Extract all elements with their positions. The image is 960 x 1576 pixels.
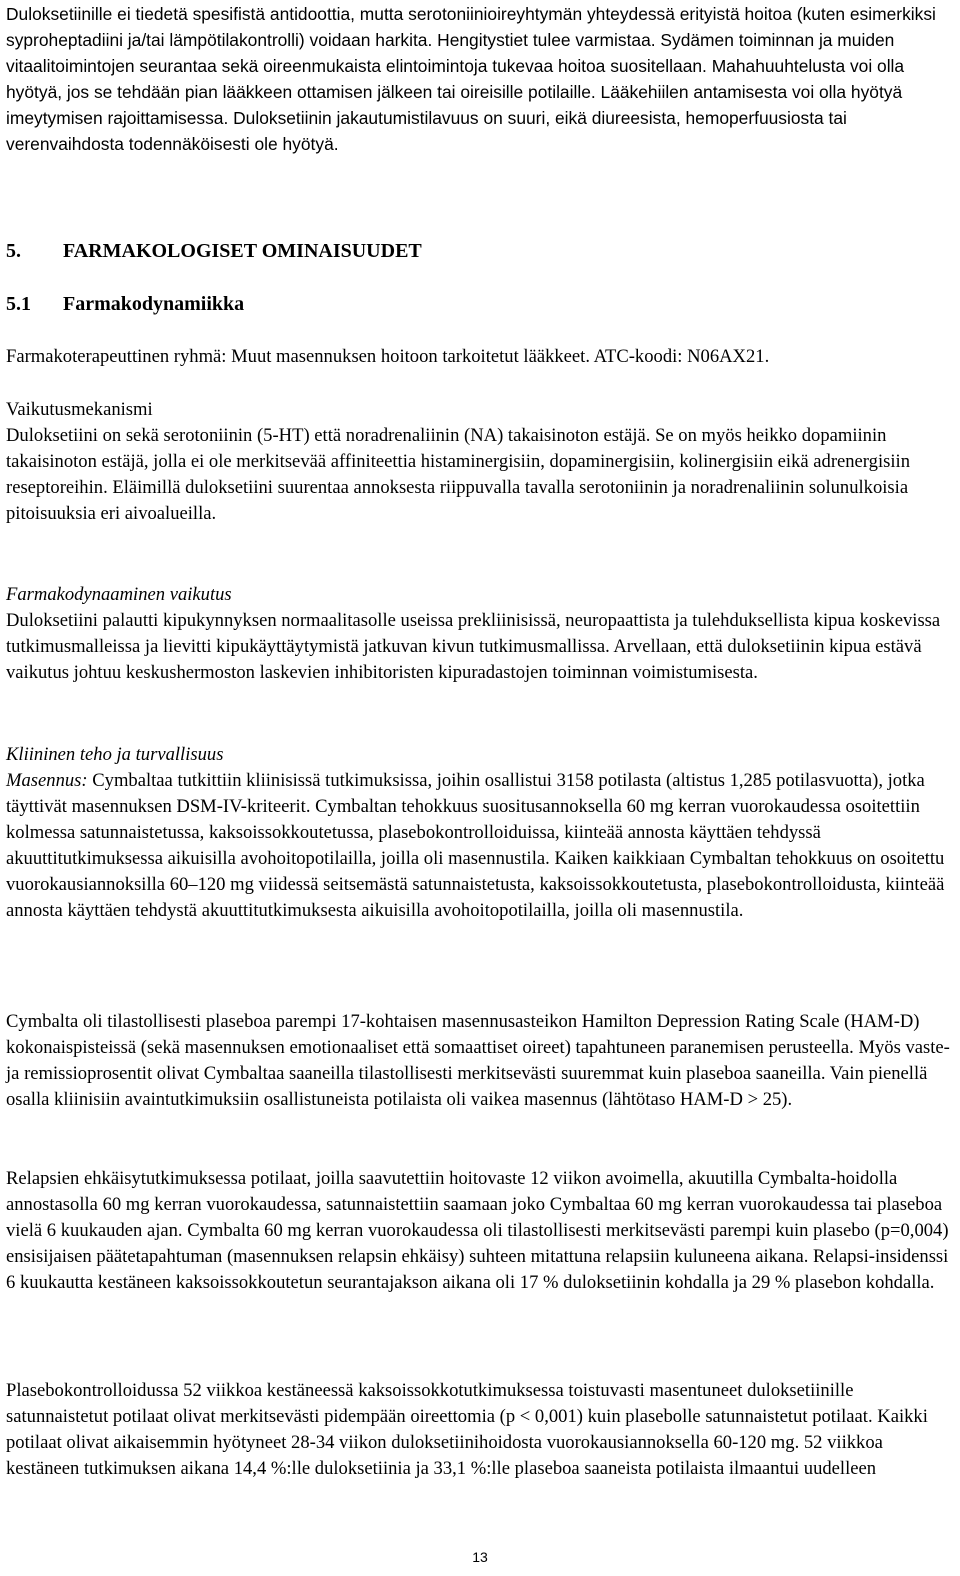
section-5-1-number: 5.1 (6, 293, 31, 315)
pharmacodynamic-heading: Farmakodynaaminen vaikutus (6, 584, 232, 605)
atc-classification: Farmakoterapeuttinen ryhmä: Muut masennuksen hoitoon tarkoitetut lääkkeet. ATC-koodi: N06AX21. (6, 346, 770, 367)
clinical-text: Cymbaltaa tutkittiin kliinisissä tutkimuksissa, joihin osallistui 3158 potilasta (altistus 1,285 potilasvuotta), jotka täyttivät masennuksen DSM-IV-kriteerit. Cymbaltan tehokkuus suositusannoksella 60 mg kerran vuorokaudessa osoitettiin kolmessa satunnaistetussa, kaksoissokkoutetussa, plasebokontrolloiduissa, kiinteää annosta käyttäen tehdyssä akuuttitutkimuksessa aikuisilla avohoitopotilailla, joilla oli masennustila. Kaiken kaikkiaan Cymbaltan tehokkuus on osoitettu vuorokausiannoksilla 60–120 mg viidessä seitsemästä satunnaistetusta, kaksoissokkoutetusta, plasebokontrolloidusta, kiinteää annosta käyttäen tehdystä akuuttitutkimuksesta aikuisilla avohoitopotilailla, joilla oli masennustila. (6, 770, 945, 921)
overdose-treatment-paragraph: Duloksetiinille ei tiedetä spesifistä antidoottia, mutta serotoniinioireyhtymän yhteydessä erityistä hoitoa (kuten esimerkiksi syproheptadiini ja/tai lämpötilakontrolli) voidaan harkita. Hengitystiet tulee varmistaa. Sydämen toiminnan ja muiden vitaalitoimintojen seurantaa sekä oireenmukaista elintoimintoja tukevaa hoitoa suositellaan. Mahahuuhtelusta voi olla hyötyä, jos se tehdään pian lääkkeen ottamisen jälkeen tai oireisille potilaille. Lääkehiilen antamisesta voi olla hyötyä imeytymisen rajoittamisessa. Duloksetiinin jakautumistilavuus on suuri, eikä diureesista, hemoperfuusiosta tai verenvaihdosta todennäköisesti ole hyötyä. (6, 4, 936, 154)
long-term-paragraph: Plasebokontrolloidussa 52 viikkoa kestäneessä kaksoissokkotutkimuksessa toistuvasti masentuneet duloksetiinille satunnaistetut potilaat olivat merkitsevästi pidempään oireettomia (p < 0,001) kuin plasebolle satunnaistetut potilaat. Kaikki potilaat olivat aikaisemmin hyötyneet 28-34 viikon duloksetiinihoidosta vuorokausiannoksella 60-120 mg. 52 viikkoa kestäneen tutkimuksen aikana 14,4 %:lle duloksetiinia ja 33,1 %:lle plaseboa saaneista potilaista ilmaantui uudelleen (6, 1380, 928, 1479)
relapse-paragraph: Relapsien ehkäisytutkimuksessa potilaat, joilla saavutettiin hoitovaste 12 viikon avoimella, akuutilla Cymbalta-hoidolla annostasolla 60 mg kerran vuorokaudessa, satunnaistettiin saamaan joko Cymbaltaa 60 mg kerran vuorokaudessa tai plaseboa vielä 6 kuukauden ajan. Cymbalta 60 mg kerran vuorokaudessa oli tilastollisesti merkitsevästi parempi kuin plasebo (p=0,004) ensisijaisen päätetapahtuman (masennuksen relapsin ehkäisy) suhteen mitattuna relapsiin kuluneena aikana. Relapsi-insidenssi 6 kuukautta kestäneen kaksoissokkoutetun seurantajakson aikana oli 17 % duloksetiinin kohdalla ja 29 % plasebon kohdalla. (6, 1168, 949, 1293)
page-number: 13 (472, 1549, 488, 1565)
clinical-section (6, 742, 956, 924)
clinical-lead: Masennus: (6, 770, 88, 791)
section-5-1-title: Farmakodynamiikka (63, 293, 245, 315)
section-5-heading (6, 238, 422, 264)
pharmacodynamic-text: Duloksetiini palautti kipukynnyksen normaalitasolle useissa prekliinisissä, neuropaattista ja tulehduksellista kipua koskevissa tutkimusmalleissa ja lievitti kipukäyttäytymistä jatkuvan kivun tutkimusmallissa. Arvellaan, että duloksetiinin kipua estävä vaikutus johtuu keskushermoston laskevien inhibitoristen kipuradastojen toiminnan voimistumisesta. (6, 610, 941, 683)
hamd-paragraph: Cymbalta oli tilastollisesti plaseboa parempi 17-kohtaisen masennusasteikon Hamilton Depression Rating Scale (HAM-D) kokonaispisteissä (sekä masennuksen emotionaaliset että somaattiset oireet) tapahtuneen paranemisen perusteella. Myös vaste- ja remissioprosentit olivat Cymbaltaa saaneilla tilastollisesti merkitsevästi suuremmat kuin plaseboa saaneilla. Vain pienellä osalla kliinisiin avaintutkimuksiin osallistuneista potilaista oli vaikea masennus (lähtötaso HAM-D > 25). (6, 1011, 950, 1110)
section-5-1-heading (6, 291, 244, 317)
clinical-heading: Kliininen teho ja turvallisuus (6, 744, 224, 765)
section-5-number: 5. (6, 240, 21, 262)
pharmacodynamic-section (6, 582, 956, 686)
clinical-text-block (6, 768, 956, 924)
mechanism-text: Duloksetiini on sekä serotoniinin (5-HT) että noradrenaliinin (NA) takaisinoton estäjä. Se on myös heikko dopamiinin takaisinoton estäjä, jolla ei ole merkitsevää affiniteettia histaminergisiin, dopaminergisiin, kolinergisiin eikä adrenergisiin reseptoreihin. Eläimillä duloksetiini suurentaa annoksesta riippuvalla tavalla serotoniinin ja noradrenaliinin solunulkoisia pitoisuuksia eri aivoalueilla. (6, 425, 910, 524)
mechanism-heading: Vaikutusmekanismi (6, 399, 153, 420)
mechanism-section (6, 397, 956, 527)
section-5-title: FARMAKOLOGISET OMINAISUUDET (63, 240, 422, 262)
